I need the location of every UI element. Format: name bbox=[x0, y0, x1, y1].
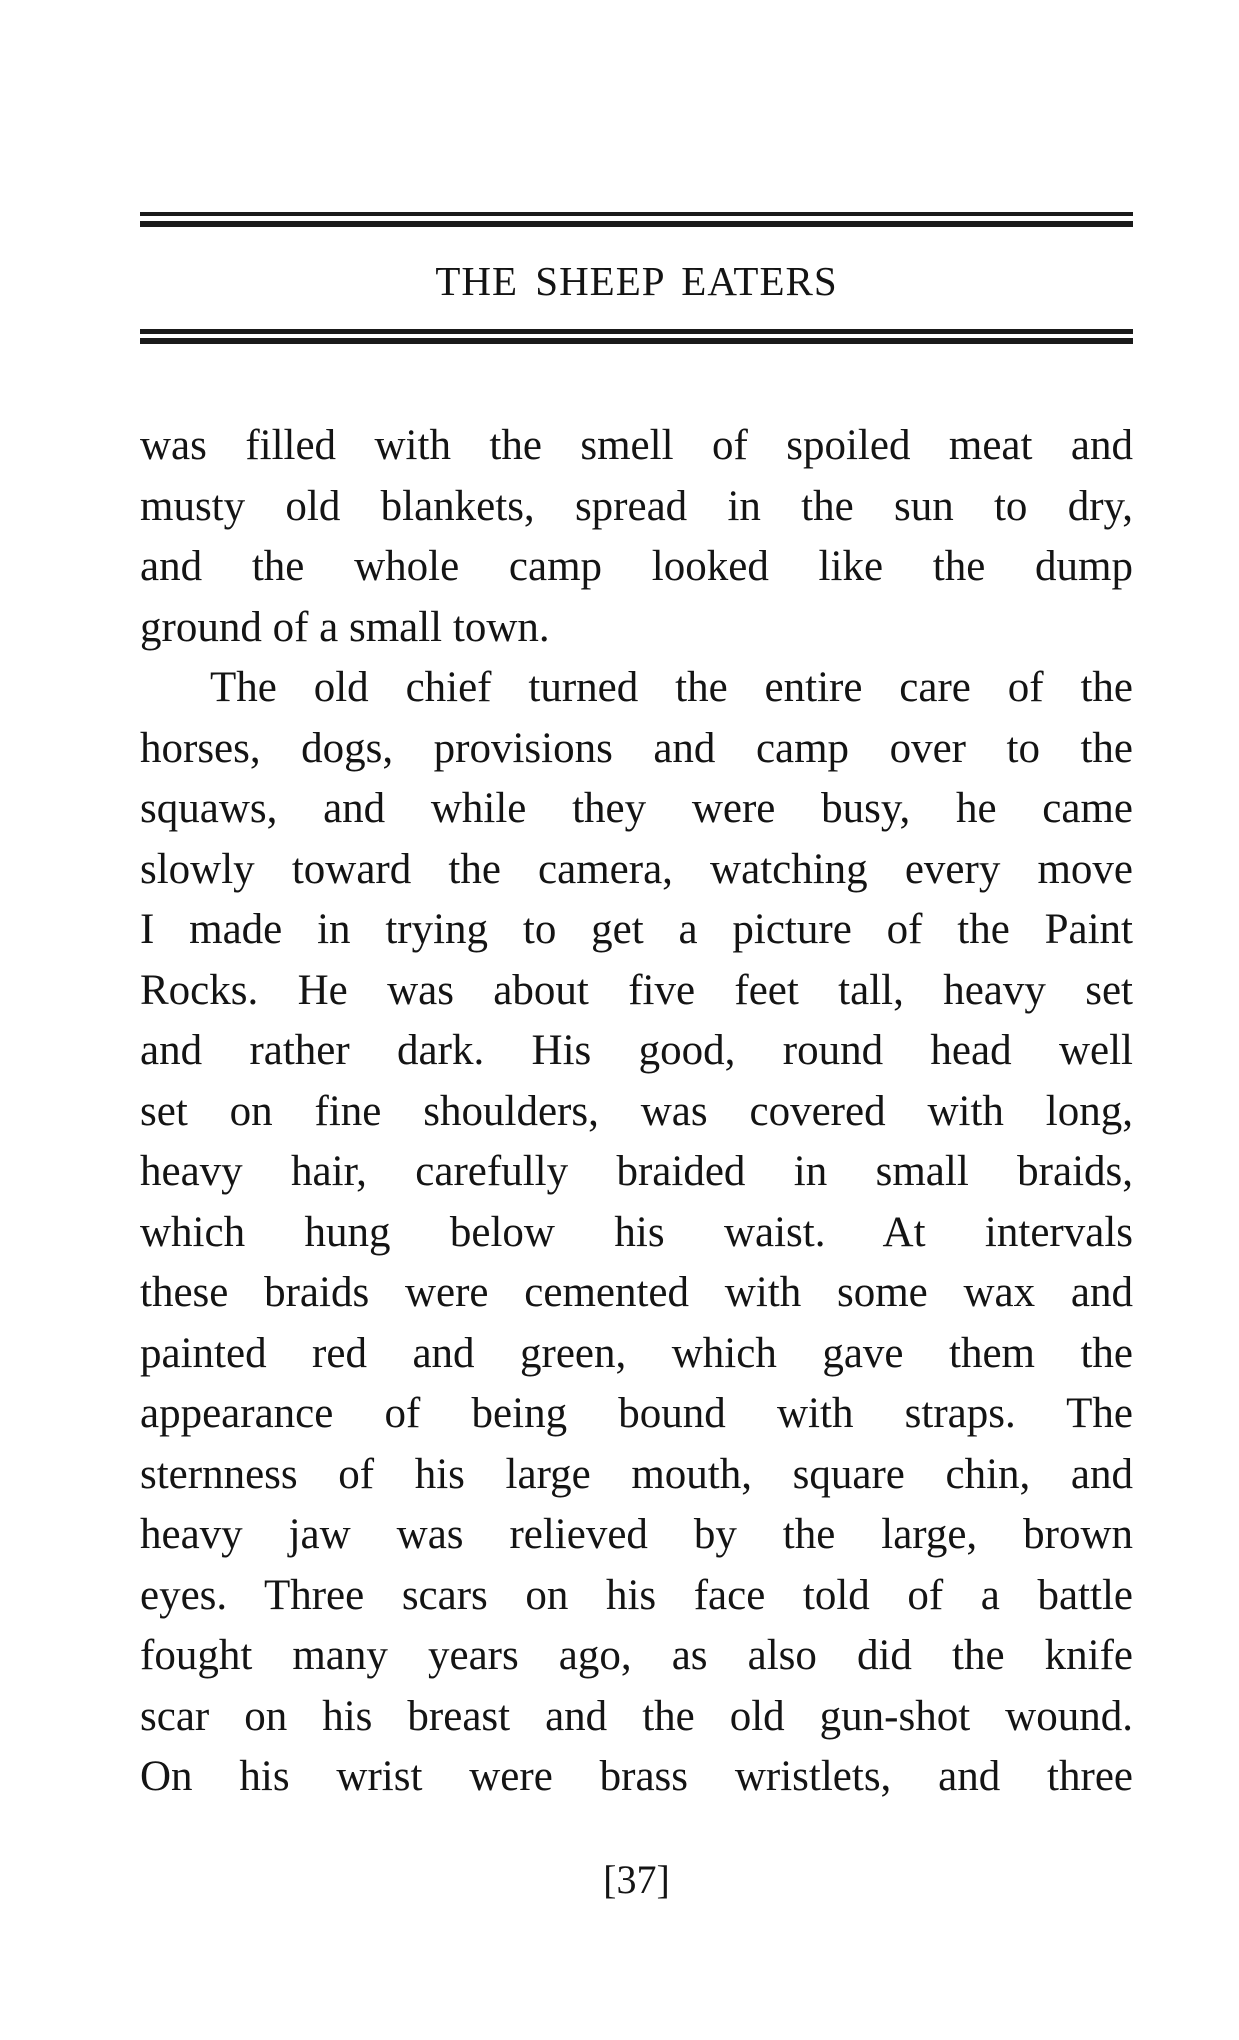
text-line: appearance of being bound with straps. The bbox=[140, 1390, 1133, 1437]
text-line: squaws, and while they were busy, he came bbox=[140, 785, 1133, 832]
text-line-paragraph-start: The old chief turned the entire care of the bbox=[210, 664, 1133, 711]
text-line: set on fine shoulders, was covered with long, bbox=[140, 1087, 1133, 1135]
text-line-paragraph-end: ground of a small town. bbox=[140, 603, 550, 651]
page-number: [37] bbox=[603, 1857, 670, 1902]
text-line: and rather dark. His good, round head well bbox=[140, 1027, 1133, 1074]
text-line: sternness of his large mouth, square chin, and bbox=[140, 1450, 1133, 1498]
text-line: which hung below his waist. At intervals bbox=[140, 1208, 1133, 1256]
text-line: scar on his breast and the old gun-shot wound. bbox=[140, 1692, 1133, 1740]
header-rule-bottom-thick bbox=[140, 338, 1133, 344]
text-line: painted red and green, which gave them the bbox=[140, 1329, 1133, 1377]
text-line: slowly toward the camera, watching every move bbox=[140, 845, 1133, 893]
body-text bbox=[140, 416, 1133, 1808]
text-line: eyes. Three scars on his face told of a battle bbox=[140, 1571, 1133, 1619]
text-line: musty old blankets, spread in the sun to dry, bbox=[140, 482, 1133, 530]
text-line: was filled with the smell of spoiled meat and bbox=[140, 422, 1133, 469]
text-line: heavy hair, carefully braided in small braids, bbox=[140, 1148, 1133, 1195]
text-line: fought many years ago, as also did the knife bbox=[140, 1632, 1133, 1679]
text-line: these braids were cemented with some wax and bbox=[140, 1269, 1133, 1316]
text-line: Rocks. He was about five feet tall, heavy set bbox=[140, 966, 1133, 1014]
text-line: and the whole camp looked like the dump bbox=[140, 543, 1133, 590]
header-rule-top-thin bbox=[140, 212, 1133, 216]
text-line: On his wrist were brass wristlets, and three bbox=[140, 1753, 1133, 1800]
text-line: horses, dogs, provisions and camp over to the bbox=[140, 724, 1133, 772]
text-line: heavy jaw was relieved by the large, brown bbox=[140, 1511, 1133, 1558]
header-rule-top-thick bbox=[140, 221, 1133, 227]
header-rule-bottom-thin bbox=[140, 329, 1133, 334]
text-line: I made in trying to get a picture of the Paint bbox=[140, 906, 1133, 953]
running-head: THE SHEEP EATERS bbox=[435, 258, 838, 304]
